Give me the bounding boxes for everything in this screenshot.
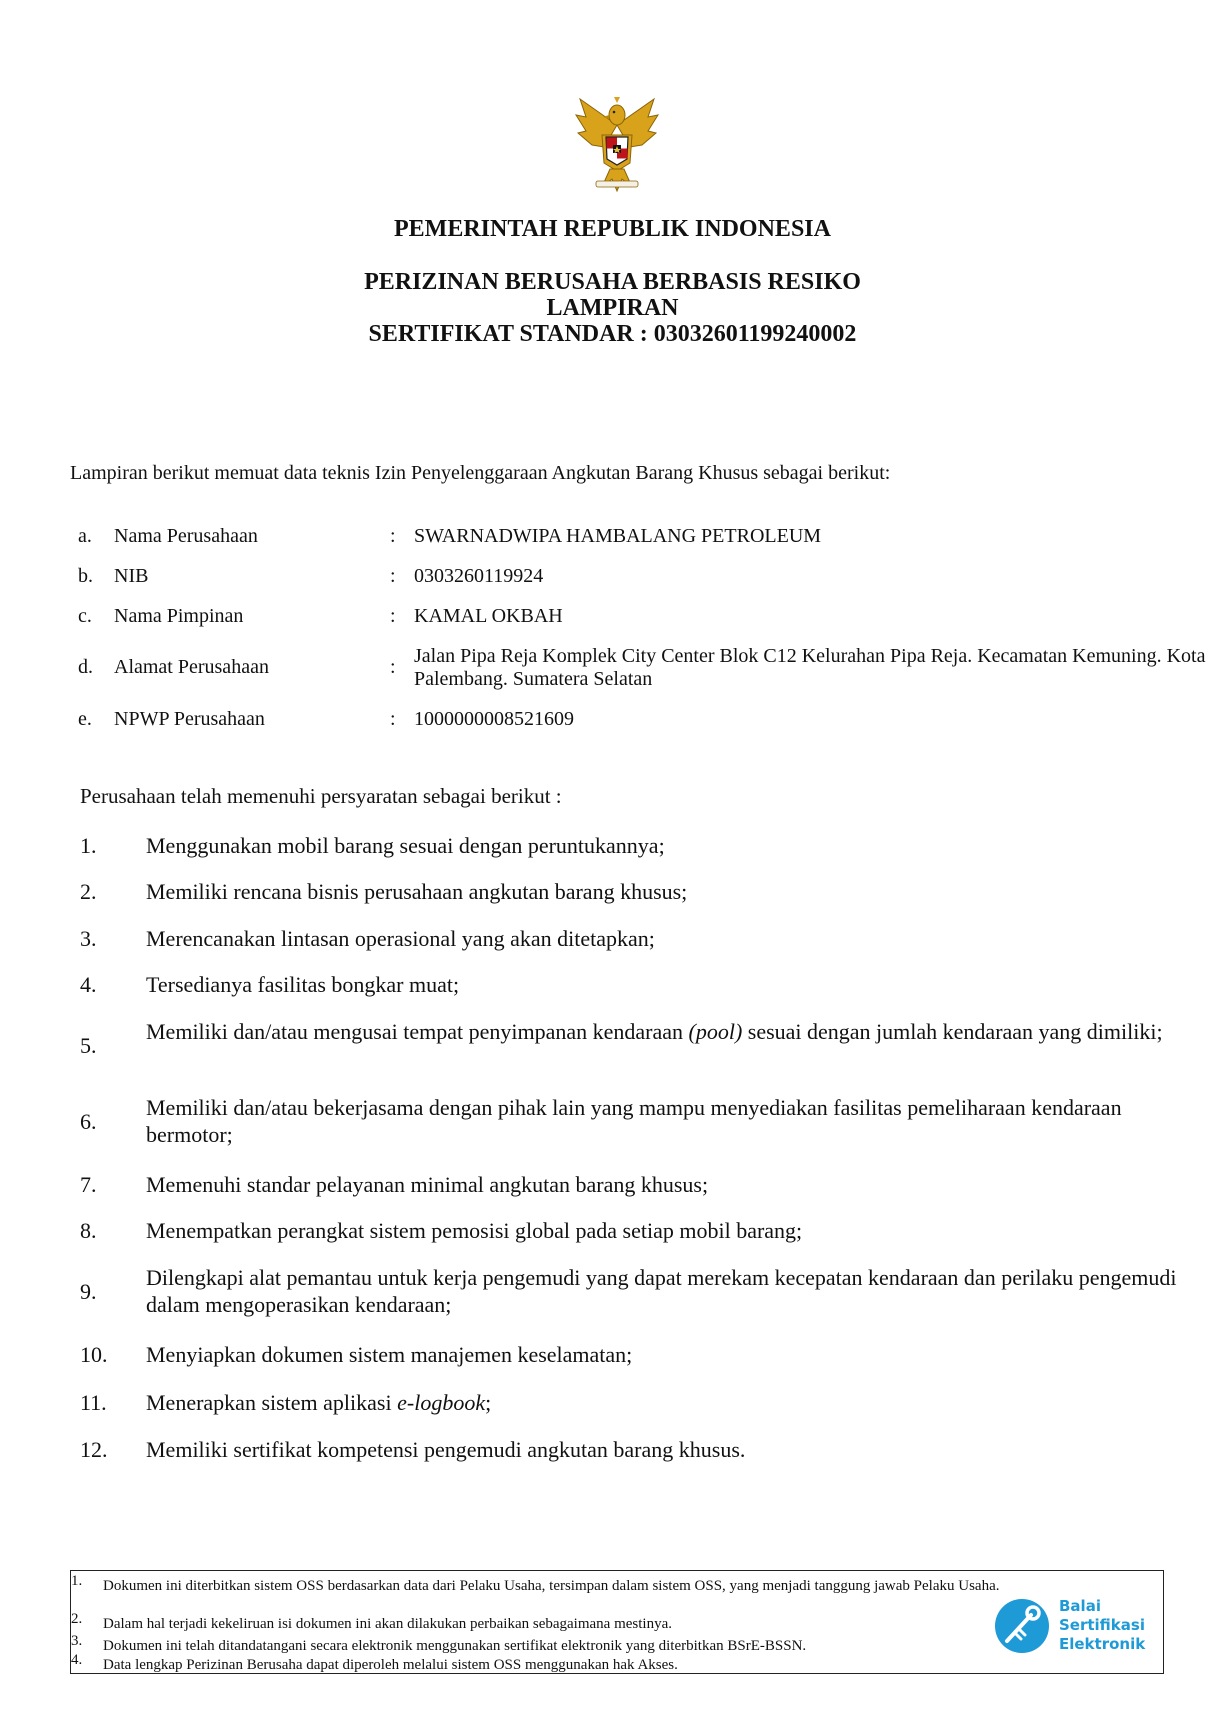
info-letter: d. (78, 656, 93, 678)
footer-note-number: 3. (71, 1633, 83, 1649)
bsre-logo-icon (993, 1597, 1051, 1655)
info-colon: : (390, 656, 396, 678)
requirement-number: 3. (80, 926, 97, 951)
certificate-number: SERTIFIKAT STANDAR : 03032601199240002 (368, 321, 857, 347)
info-label: NIB (114, 565, 149, 587)
footer-note-text: Dokumen ini diterbitkan sistem OSS berdasarkan data dari Pelaku Usaha, tersimpan dalam sistem OSS, yang menjadi tanggung jawab Pelaku Usaha. (103, 1578, 1000, 1594)
info-colon: : (390, 525, 396, 547)
requirement-text: Memiliki dan/atau mengusai tempat penyimpanan kendaraan (pool) sesuai dengan jumlah kendaraan yang dimiliki; (146, 1019, 1163, 1044)
info-colon: : (390, 605, 396, 627)
info-value: KAMAL OKBAH (414, 605, 563, 627)
requirement-number: 5. (80, 1033, 97, 1058)
info-label: Nama Perusahaan (114, 525, 258, 547)
requirement-text: Memenuhi standar pelayanan minimal angkutan barang khusus; (146, 1172, 709, 1197)
requirement-number: 10. (80, 1342, 108, 1367)
info-letter: e. (78, 708, 92, 730)
footer-note-text: Data lengkap Perizinan Berusaha dapat diperoleh melalui sistem OSS menggunakan hak Akses. (103, 1657, 678, 1673)
info-colon: : (390, 708, 396, 730)
garuda-emblem-icon (572, 95, 662, 195)
bsre-logo-text: Balai Sertifikasi Elektronik (1059, 1597, 1146, 1653)
info-letter: c. (78, 605, 92, 627)
requirement-text: Dilengkapi alat pemantau untuk kerja pengemudi yang dapat merekam kecepatan kendaraan dan perilaku pengemudi dalam mengoperasikan kendaraan; (146, 1265, 1177, 1317)
italic-term: e-logbook (397, 1390, 486, 1415)
requirement-text: Menggunakan mobil barang sesuai dengan peruntukannya; (146, 833, 665, 858)
requirement-text: Tersedianya fasilitas bongkar muat; (146, 972, 460, 997)
info-label: Nama Pimpinan (114, 605, 244, 627)
requirement-number: 11. (80, 1390, 107, 1415)
requirements-intro: Perusahaan telah memenuhi persyaratan sebagai berikut : (80, 784, 562, 808)
attachment-title: LAMPIRAN (546, 295, 679, 321)
info-label: Alamat Perusahaan (114, 656, 269, 678)
intro-text: Lampiran berikut memuat data teknis Izin Penyelenggaraan Angkutan Barang Khusus sebagai berikut: (70, 462, 891, 484)
requirement-text: Merencanakan lintasan operasional yang akan ditetapkan; (146, 926, 655, 951)
requirement-number: 7. (80, 1172, 97, 1197)
footer-note-number: 1. (71, 1573, 83, 1589)
info-colon: : (390, 565, 396, 587)
requirement-number: 2. (80, 879, 97, 904)
info-value: Jalan Pipa Reja Komplek City Center Blok C12 Kelurahan Pipa Reja. Kecamatan Kemuning. Kota Palembang. Sumatera Selatan (414, 645, 1206, 690)
requirement-text: Memiliki rencana bisnis perusahaan angkutan barang khusus; (146, 879, 688, 904)
footer-note-text: Dalam hal terjadi kekeliruan isi dokumen ini akan dilakukan perbaikan sebagaimana mestinya. (103, 1616, 672, 1632)
requirement-number: 9. (80, 1279, 97, 1304)
requirement-text: Menyiapkan dokumen sistem manajemen keselamatan; (146, 1342, 633, 1367)
italic-term: (pool) (688, 1019, 743, 1044)
requirement-number: 1. (80, 833, 97, 858)
info-letter: a. (78, 525, 92, 547)
footer-note-number: 4. (71, 1652, 83, 1668)
info-letter: b. (78, 565, 93, 587)
requirement-text: Menerapkan sistem aplikasi e-logbook; (146, 1390, 492, 1415)
info-value: 1000000008521609 (414, 708, 574, 730)
footer-notes-box (70, 1570, 1164, 1674)
requirement-text: Memiliki sertifikat kompetensi pengemudi angkutan barang khusus. (146, 1437, 746, 1462)
info-value: 0303260119924 (414, 565, 544, 587)
info-value: SWARNADWIPA HAMBALANG PETROLEUM (414, 525, 822, 547)
permit-title: PERIZINAN BERUSAHA BERBASIS RESIKO (364, 269, 861, 295)
footer-note-number: 2. (71, 1611, 83, 1627)
requirement-number: 8. (80, 1218, 97, 1243)
footer-note-text: Dokumen ini telah ditandatangani secara elektronik menggunakan sertifikat elektronik yang diterbitkan BSrE-BSSN. (103, 1638, 807, 1654)
requirement-number: 12. (80, 1437, 108, 1462)
government-title: PEMERINTAH REPUBLIK INDONESIA (394, 216, 831, 242)
requirement-text: Memiliki dan/atau bekerjasama dengan pihak lain yang mampu menyediakan fasilitas pemeliharaan kendaraan bermotor; (146, 1095, 1122, 1147)
requirement-number: 4. (80, 972, 97, 997)
requirement-text: Menempatkan perangkat sistem pemosisi global pada setiap mobil barang; (146, 1218, 803, 1243)
requirement-number: 6. (80, 1109, 97, 1134)
info-label: NPWP Perusahaan (114, 708, 265, 730)
